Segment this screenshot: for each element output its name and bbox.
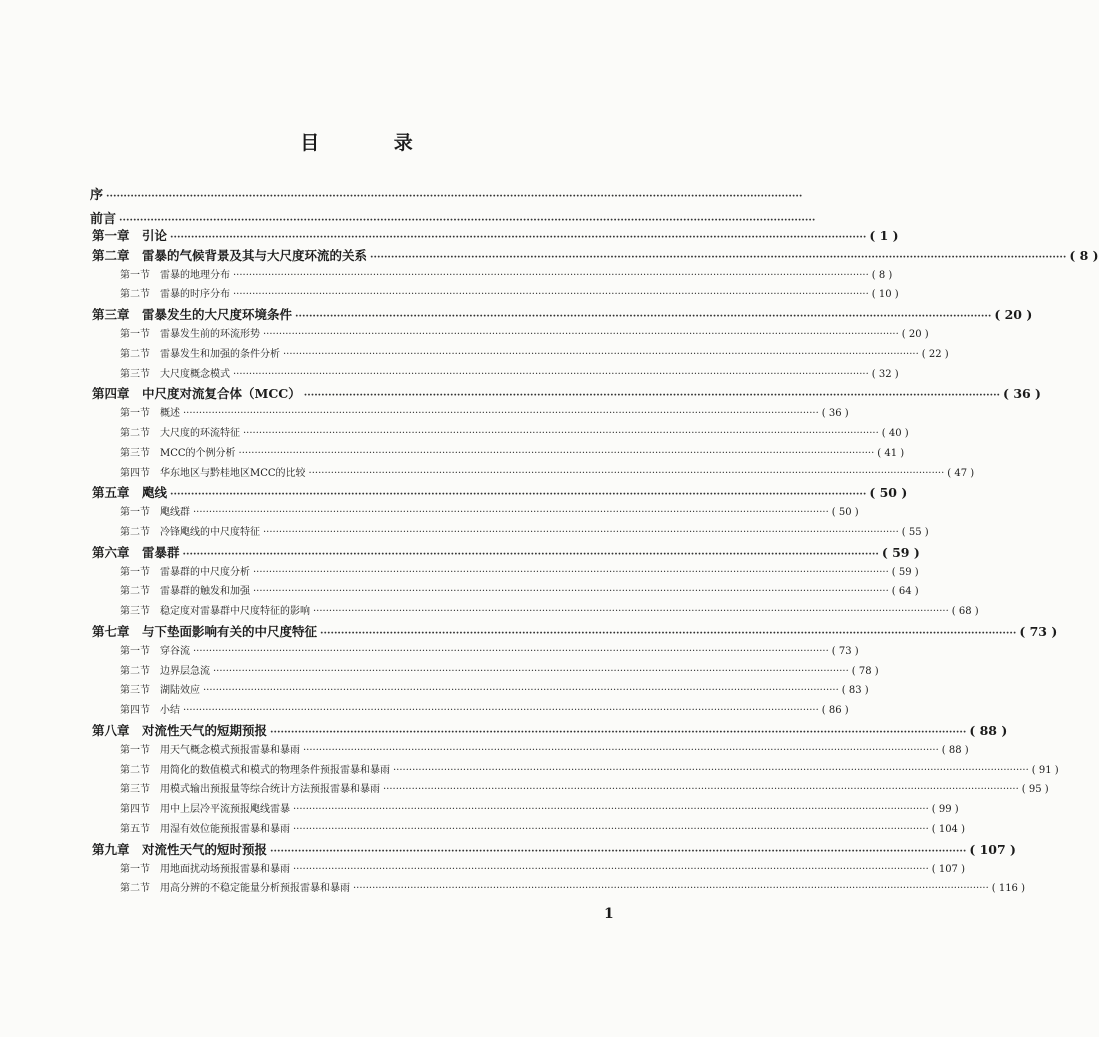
toc-section-row: [120, 681, 869, 697]
toc-chapter-row: [92, 840, 1016, 858]
toc-entry-label: 第二节 大尺度的环流特征: [120, 428, 240, 439]
toc-entry-page: ( 8 ): [871, 269, 893, 281]
leader-dots: ········································································································································································································: [193, 507, 829, 519]
toc-entry-label: 第一节 概述: [120, 408, 180, 420]
leader-dots: ········································································································································································································: [183, 705, 819, 717]
toc-entry-page: ( 41 ): [877, 447, 905, 459]
toc-entry-page: ( 73 ): [831, 645, 859, 657]
toc-entry-page: ( 50 ): [831, 507, 859, 519]
leader-dots: ········································································································································································································: [238, 447, 875, 459]
leader-dots: ········································································································································································································: [243, 428, 879, 439]
toc-entry-page: ( 86 ): [821, 705, 849, 717]
leader-dots: ········································································································································································································: [233, 368, 869, 380]
leader-dots: ········································································································································································································: [320, 628, 1017, 639]
toc-entry-label: 前言: [90, 212, 117, 227]
toc-section-row: [120, 345, 949, 360]
toc-section-row: [120, 820, 965, 835]
toc-entry-label: 第九章 对流性天气的短时预报: [92, 841, 268, 857]
toc-chapter-row: [92, 543, 920, 561]
toc-entry-label: 第六章 雷暴群: [92, 544, 180, 560]
leader-dots: ········································································································································································································: [383, 784, 1019, 796]
toc-entry-page: ( 55 ): [901, 527, 929, 538]
toc-section-row: [120, 879, 1025, 895]
toc-entry-label: 第四节 小结: [120, 705, 180, 717]
toc-entry-page: ( 1 ): [869, 228, 899, 243]
toc-chapter-row: [92, 226, 899, 244]
toc-section-row: [120, 404, 849, 420]
leader-dots: ········································································································································································································: [170, 489, 867, 501]
toc-preface-row: [90, 208, 816, 227]
leader-dots: ········································································································································································································: [293, 804, 929, 816]
toc-section-row: [120, 582, 919, 598]
leader-dots: ········································································································································································································: [233, 269, 869, 281]
toc-entry-label: 第一节 用地面扰动场预报雷暴和暴雨: [120, 863, 290, 875]
leader-dots: ········································································································································································································: [233, 289, 869, 301]
leader-dots: ········································································································································································································: [293, 863, 929, 875]
toc-section-row: [120, 780, 1049, 796]
toc-entry-label: 第五章 飑线: [92, 485, 168, 501]
toc-preface-row: [90, 184, 803, 203]
toc-entry-label: 第二节 雷暴的时序分布: [120, 289, 230, 301]
toc-entry-page: ( 64 ): [891, 586, 919, 598]
toc-entry-label: 第二节 用高分辨的不稳定能量分析预报雷暴和暴雨: [120, 883, 350, 895]
toc-entry-page: ( 107 ): [969, 841, 1016, 857]
leader-dots: ········································································································································································································: [293, 824, 929, 835]
leader-dots: ········································································································································································································: [353, 883, 989, 895]
toc-section-row: [120, 701, 849, 717]
toc-entry-label: 第一节 用天气概念模式预报雷暴和暴雨: [120, 744, 300, 756]
page-number: 1: [604, 906, 614, 922]
toc-entry-label: 第二章 雷暴的气候背景及其与大尺度环流的关系: [92, 247, 368, 263]
toc-section-row: [120, 563, 919, 578]
toc-entry-page: ( 22 ): [921, 348, 949, 360]
toc-section-row: [120, 800, 959, 816]
toc-entry-label: 第四章 中尺度对流复合体（MCC）: [92, 386, 301, 402]
toc-entry-page: ( 20 ): [994, 307, 1033, 323]
toc-entry-page: ( 78 ): [851, 665, 879, 677]
leader-dots: ········································································································································································································: [183, 408, 819, 420]
toc-entry-page: ( 73 ): [1019, 624, 1058, 639]
leader-dots: ········································································································································································································: [170, 232, 867, 243]
toc-entry-page: ( 8 ): [1069, 247, 1099, 263]
leader-dots: ········································································································································································································: [270, 845, 967, 857]
leader-dots: ········································································································································································································: [203, 685, 839, 697]
toc-entry-label: 第三节 稳定度对雷暴群中尺度特征的影响: [120, 606, 310, 618]
toc-entry-label: 第三章 雷暴发生的大尺度环境条件: [92, 307, 293, 323]
leader-dots: ········································································································································································································: [263, 527, 899, 538]
toc-entry-page: ( 104 ): [931, 824, 965, 835]
toc-entry-page: ( 68 ): [951, 606, 979, 618]
leader-dots: ········································································································································································································: [303, 390, 1001, 402]
leader-dots: ········································································································································································································: [263, 329, 899, 340]
leader-dots: ········································································································································································································: [119, 215, 816, 226]
toc-chapter-row: [92, 622, 1058, 640]
toc-entry-page: ( 47 ): [947, 467, 975, 479]
toc-entry-label: 第八章 对流性天气的短期预报: [92, 723, 268, 738]
toc-entry-page: ( 116 ): [991, 883, 1025, 895]
toc-section-row: [120, 325, 929, 340]
toc-entry-label: 第四节 用中上层冷平流预报飑线雷暴: [120, 804, 290, 816]
toc-section-row: [120, 761, 1059, 776]
toc-chapter-row: [92, 246, 1099, 264]
toc-chapter-row: [92, 384, 1041, 402]
toc-entry-label: 序: [90, 188, 104, 203]
toc-section-row: [120, 266, 893, 281]
leader-dots: ········································································································································································································: [308, 467, 945, 479]
toc-entry-page: ( 91 ): [1031, 764, 1059, 776]
toc-entry-label: 第一节 雷暴发生前的环流形势: [120, 329, 260, 340]
toc-entry-label: 第三节 湖陆效应: [120, 685, 200, 697]
toc-section-row: [120, 285, 899, 301]
toc-section-row: [120, 365, 899, 380]
toc-section-row: [120, 860, 965, 875]
toc-entry-label: 第五节 用湿有效位能预报雷暴和暴雨: [120, 824, 290, 835]
toc-entry-label: 第一节 穿谷流: [120, 645, 190, 657]
toc-entry-page: ( 59 ): [881, 544, 920, 560]
toc-entry-page: ( 95 ): [1021, 784, 1049, 796]
toc-chapter-row: [92, 305, 1033, 323]
leader-dots: ········································································································································································································: [253, 586, 889, 598]
toc-chapter-row: [92, 483, 908, 501]
toc-entry-label: 第一节 飑线群: [120, 507, 190, 519]
page-title: 目 录: [300, 132, 447, 154]
toc-entry-label: 第四节 华东地区与黔桂地区MCC的比较: [120, 467, 306, 479]
toc-entry-page: ( 36 ): [1003, 386, 1041, 402]
toc-entry-label: 第一节 雷暴的地理分布: [120, 269, 230, 281]
leader-dots: ········································································································································································································: [393, 764, 1029, 776]
toc-entry-page: ( 88 ): [969, 723, 1008, 738]
toc-section-row: [120, 741, 969, 756]
toc-section-row: [120, 523, 929, 538]
toc-section-row: [120, 464, 975, 479]
toc-entry-page: ( 36 ): [821, 408, 849, 420]
toc-entry-page: ( 40 ): [881, 428, 909, 439]
toc-entry-label: 第三节 MCC的个例分析: [120, 447, 236, 459]
toc-entry-page: ( 88 ): [941, 744, 969, 756]
toc-entry-label: 第二节 用简化的数值模式和模式的物理条件预报雷暴和暴雨: [120, 764, 390, 776]
leader-dots: ········································································································································································································: [182, 548, 879, 560]
toc-entry-label: 第三节 大尺度概念模式: [120, 368, 230, 380]
toc-entry-label: 第二节 雷暴群的触发和加强: [120, 586, 250, 598]
leader-dots: ········································································································································································································: [295, 311, 992, 323]
toc-entry-page: ( 59 ): [891, 566, 919, 578]
toc-entry-label: 第一章 引论: [92, 228, 168, 243]
leader-dots: ········································································································································································································: [106, 191, 803, 202]
toc-section-row: [120, 424, 909, 439]
leader-dots: ········································································································································································································: [193, 645, 829, 657]
toc-entry-page: ( 50 ): [869, 485, 908, 501]
leader-dots: ········································································································································································································: [283, 348, 919, 360]
leader-dots: ········································································································································································································: [303, 744, 939, 756]
toc-chapter-row: [92, 721, 1008, 739]
toc-section-row: [120, 642, 859, 657]
toc-entry-page: ( 20 ): [901, 329, 929, 340]
leader-dots: ········································································································································································································: [213, 665, 849, 677]
toc-section-row: [120, 602, 979, 618]
leader-dots: ········································································································································································································: [270, 727, 967, 738]
toc-entry-page: ( 10 ): [871, 289, 899, 301]
leader-dots: ········································································································································································································: [313, 606, 949, 618]
toc-entry-label: 第三节 用模式输出预报量等综合统计方法预报雷暴和暴雨: [120, 784, 380, 796]
toc-entry-page: ( 107 ): [931, 863, 965, 875]
toc-entry-label: 第二节 边界层急流: [120, 665, 210, 677]
toc-entry-page: ( 83 ): [841, 685, 869, 697]
toc-entry-label: 第二节 冷锋飑线的中尺度特征: [120, 527, 260, 538]
toc-section-row: [120, 503, 859, 519]
toc-entry-label: 第七章 与下垫面影响有关的中尺度特征: [92, 624, 318, 639]
leader-dots: ········································································································································································································: [253, 566, 889, 578]
leader-dots: ········································································································································································································: [370, 251, 1067, 263]
toc-entry-page: ( 32 ): [871, 368, 899, 380]
toc-section-row: [120, 444, 905, 459]
toc-entry-page: ( 99 ): [931, 804, 959, 816]
toc-entry-label: 第一节 雷暴群的中尺度分析: [120, 566, 250, 578]
toc-section-row: [120, 662, 879, 677]
toc-entry-label: 第二节 雷暴发生和加强的条件分析: [120, 348, 280, 360]
